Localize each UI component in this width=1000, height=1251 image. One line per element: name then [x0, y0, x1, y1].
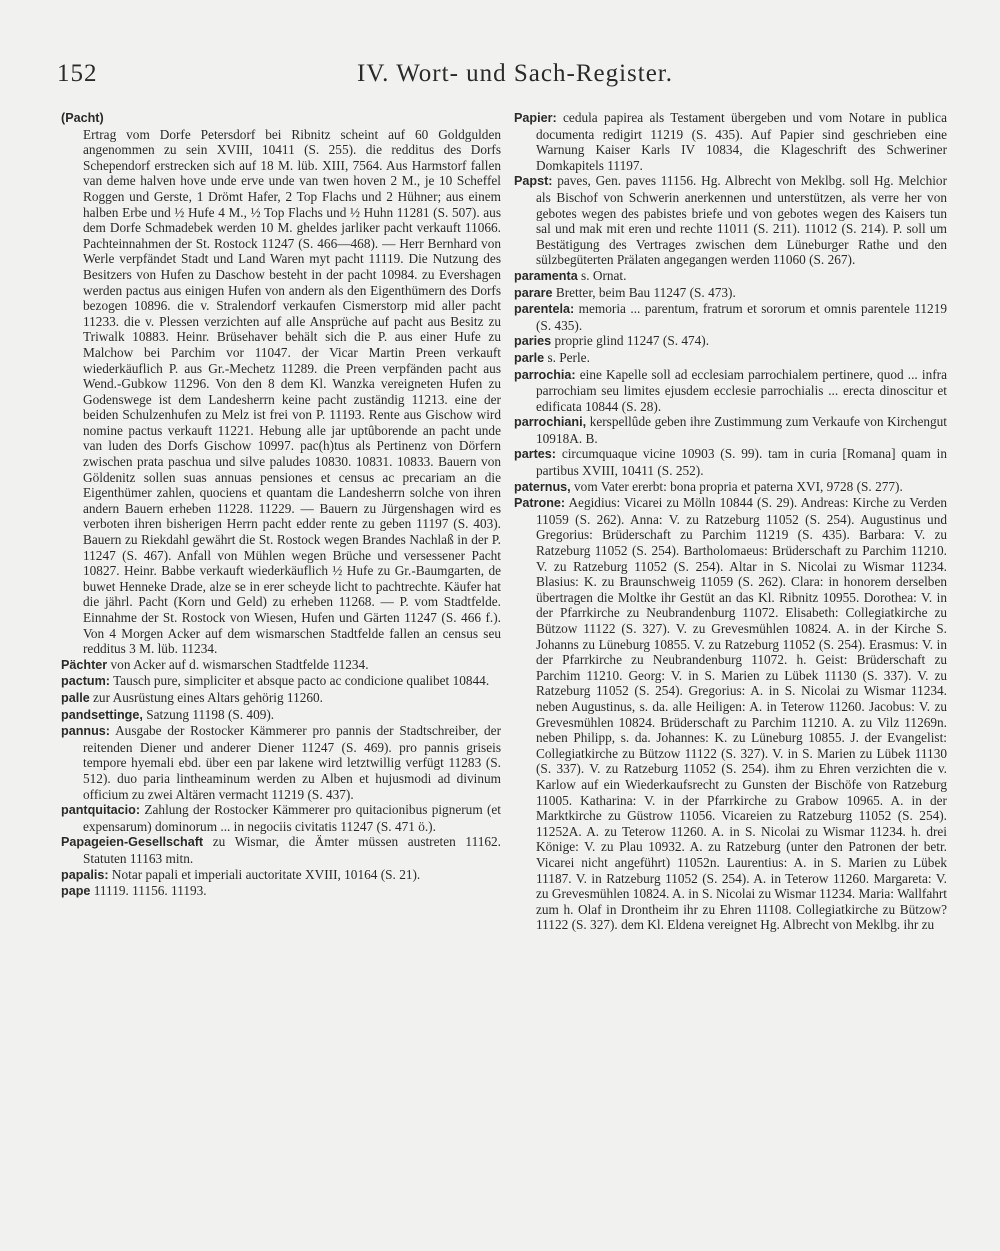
index-entry — [61, 867, 501, 884]
index-entry — [61, 723, 501, 802]
entry-term: parare — [514, 285, 553, 300]
index-entry — [61, 707, 501, 724]
entry-term: pannus: — [61, 724, 110, 739]
index-entry — [514, 285, 947, 302]
entry-text: cedula papirea als Testament übergeben und vom Notare in publica documenta redigirt 11219 (S. 435). Auf Papier sind geschrieben eine Warnung Kaiser Karls IV 10834, die Klageschrift des Schweriner Domkapitels 11197. — [536, 110, 947, 173]
entry-text: vom Vater ererbt: bona propria et paterna XVI, 9728 (S. 277). — [574, 478, 903, 494]
entry-term: partes: — [514, 447, 556, 462]
index-entry — [514, 268, 947, 285]
entry-term: pape — [61, 884, 91, 899]
entry-text: Ausgabe der Rostocker Kämmerer pro pannis der Stadtschreiber, der reitenden Diener und anderer Diener 11247 (S. 469). pro pannis griseis tempore hyemali ebd. über een par lakene wird letztwillig verfügt 11283 (S. 512). duo paria lintheaminum werden zu Alben et hujusmodi ad divinum officium zu zwei Altären vermacht 11219 (S. 437). — [83, 723, 501, 802]
entry-text: circumquaque vicine 10903 (S. 99). tam in curia [Romana] quam in partibus XVIII, 10411 (S. 252). — [536, 446, 947, 479]
index-entry — [514, 173, 947, 268]
entry-text: Bretter, beim Bau 11247 (S. 473). — [555, 284, 736, 300]
entry-term: parentela: — [514, 302, 575, 317]
index-entry — [514, 350, 947, 367]
entry-term: paternus, — [514, 479, 571, 494]
entry-term: Papst: — [514, 174, 553, 189]
right-column — [514, 110, 947, 933]
entry-text: Notar papali et imperiali auctoritate XVIII, 10164 (S. 21). — [111, 866, 421, 882]
entry-text: Tausch pure, simpliciter et absque pacto ac condicione qualibet 10844. — [113, 673, 490, 689]
entry-term: Pächter — [61, 657, 108, 672]
index-entry — [514, 367, 947, 415]
entry-text: 11119. 11156. 11193. — [93, 883, 207, 899]
entry-text: s. Ornat. — [581, 267, 627, 283]
running-title: IV. Wort- und Sach-Register. — [357, 60, 674, 87]
index-entry — [61, 690, 501, 707]
left-column — [61, 110, 501, 900]
entry-term: parle — [514, 350, 545, 365]
entry-term: pandsettinge, — [61, 707, 143, 722]
page-number: 152 — [57, 60, 98, 87]
entry-text: proprie glind 11247 (S. 474). — [554, 333, 710, 349]
entry-text: paves, Gen. paves 11156. Hg. Albrecht von Meklbg. soll Hg. Melchior als Bischof von Schwerin anerkennen und unterstützen, als verre her von gebotes wegen des pabistes briefe und von gebotes wegen des Kaisers tun sal und mak mit eren und rechte 11011 (S. 211). 11012 (S. 214). P. soll um Bestätigung des Vertrages zwischen dem Lüneburger Rathe und den sülzbegüterten Prälaten angegangen werden 11060 (S. 267). — [536, 173, 947, 268]
entry-term: parrochia: — [514, 367, 576, 382]
index-entry — [61, 127, 501, 657]
index-entry — [61, 883, 501, 900]
entry-text: zu Wismar, die Ämter müssen austreten 11162. Statuten 11163 mitn. — [83, 834, 501, 866]
entry-text: Zahlung der Rostocker Kämmerer pro quitacionibus pignerum (et expensarum) dominorum ... in negociis civitatis 11247 (S. 471 ö.). — [83, 802, 502, 834]
entry-text: von Acker auf d. wismarschen Stadtfelde 11234. — [110, 656, 369, 672]
entry-term: papalis: — [61, 867, 109, 882]
entry-term: Papier: — [514, 111, 557, 125]
index-entry — [514, 495, 947, 933]
index-entry — [61, 802, 501, 834]
entry-term: Papageien-Gesellschaft — [61, 835, 204, 850]
index-entry — [514, 479, 947, 496]
index-entry — [514, 333, 947, 350]
index-entry — [61, 657, 501, 674]
entry-term: Patrone: — [514, 496, 566, 511]
index-entry — [514, 414, 947, 446]
index-entry — [514, 301, 947, 333]
page-header — [57, 60, 947, 100]
entry-term: parrochiani, — [514, 415, 587, 430]
entry-text: Ertrag vom Dorfe Petersdorf bei Ribnitz scheint auf 60 Goldgulden angenommen zu sein XVIII, 10411 (S. 255). die redditus des Dorfs Schependorf erstrecken sich auf 18 M. lüb. XIII, 7564. Aus Harmstorf fallen van deme halven hove unde erve unde van twen hoven 2 M., je 10 Scheffel Roggen und Gerste, 1 Drömt Hafer, 2 Top Flachs und 2 Hühner; aus einem halben Erbe und ½ Hufe 4 M., ½ Top Flachs und ½ Huhn 11281 (S. 507). aus dem Dorfe Schmadebek werden 10 M. gheldes jarliker pacht verkauft 11066. Pachteinnahmen der St. Rostock 11247 (S. 466—468). — Herr Bernhard von Werle verpfändet Stadt und Land Waren myt pacht 11119. Die Nutzung des Besitzers von Hufen zu Daschow besteht in der pacht 10984. zu Evershagen werden pactus aus einigen Hufen von andern als den Eigenthümern des Dorfs bezogen 10896. die v. Stralendorf verkaufen Cismerstorp mid aller pacht 11233. die v. Plessen verzichten auf alle Ansprüche auf pacht aus Besitz zu Triwalk 10883. Heinr. Brüsehaver behält sich die P. aus einer Hufe zu Malchow bei Parchim vor 11047. der Vicar Martin Preen verkauft wiederkäuflich P. aus Gr.-Mechetz 11289. die Preen verpfänden pacht aus Wend.-Gubkow 11296. Von den 8 dem Kl. Wanzka vereigneten Hufen zu Godenswege ist dem Landesherrn keine pacht zuständig 11213. eine der beiden Schulzenhufen zu Melz ist frei von P. 11193. Rente aus Gischow wird nomine pactus verkauft 11221. Hebung alle jar uptȗborende an pacht unde van luden des Dorfs Gischow 10997. pac(h)tus als Pertinenz von Dörfern zwischen prata paschua und silve paludes 10830. 10831. 10833. Bauern von Göldenitz sollen suas annuas pensiones et census ac precariam an die Eigenthümer zahlen, quociens et quantam die Landesherrn solche von ihren andern Bauern erheben 11228. 11229. — Bauern zu Jürgenshagen wird es verboten ihren bisherigen Herrn pacht edder rente zu geben 11197 (S. 403). Bauern zu Riekdahl gewährt die St. Rostock wegen Brandes Nachlaß in der P. 11247 (S. 467). Anfall von Mühlen wegen Brüche und versessener Pacht 10827. Heinr. Babbe verkauft wiederkäuflich ½ Hufe zu Gr.-Baumgarten, de buwet Henneke Drade, alze se in erer scheyde licht to pachtrechte. Käufer hat die jährl. Pacht (Korn und Geld) zu erheben 11268. — P. vom Stadtfelde. Einnahme der St. Rostock von Wiesen, Hufen und Gärten 11247 (S. 466 f.). Von 4 Morgen Acker auf dem wismarschen Stadtfelde fallen an census seu redditus 3 M. lüb. 11234. — [83, 126, 501, 657]
entry-text: zur Ausrüstung eines Altars gehörig 11260. — [93, 689, 323, 705]
index-entry — [61, 834, 501, 866]
entry-term: (Pacht) — [61, 111, 104, 125]
index-entry — [514, 446, 947, 478]
entry-term: palle — [61, 690, 90, 705]
index-entry — [61, 110, 501, 127]
entry-text: Aegidius: Vicarei zu Mölln 10844 (S. 29). Andreas: Kirche zu Verden 11059 (S. 262). Anna: V. zu Ratzeburg 11052 (S. 254). Augustinus und Gregorius: Brüderschaft zu Parchim 11219 (S. 435). Barbara: V. zu Ratzeburg 11052 (S. 254). Bartholomaeus: Brüderschaft zu Parchim 11210. V. zu Ratzeburg 11052 (S. 254). Altar in S. Nicolai zu Wismar 11234. Blasius: K. zu Braunschweig 11059 (S. 262). Clara: in honorem derselben übertragen die Moltke ihr Gestüt an das Kl. Ribnitz 10955. Dorothea: V. in der Pfarrkirche zu Neubrandenburg 11072. Elisabeth: Collegiatkirche zu Bützow 11122 (S. 327). V. zu Grevesmühlen 10824. A. in der Kirche S. Johanns zu Lüneburg 10855. V. zu Ratzeburg 11052 (S. 254). Erasmus: V. in der Pfarrkirche zu Neubrandenburg 11072. h. Geist: Brüderschaft zu Parchim 11210. Georg: V. in S. Marien zu Lübek 11130 (S. 337). V. zu Ratzeburg 11052 (S. 254). Gregorius: A. in S. Nicolai zu Wismar 11234. neben Augustinus, s. da. alle Heiligen: A. in Teterow 11260. Jacobus: V. zu Grevesmühlen 10824. Brüderschaft zu Parchim 11210. A. zu Vilz 11269n. neben Philipp, s. da. Johannes: K. zu Lüneburg 10855. J. der Evangelist: Collegiatkirche zu Bützow 11122 (S. 327). V. in S. Marien zu Lübek 11130 (S. 337). V. zu Ratzeburg 11052 (S. 254). ihm zu Ehren verzichten die v. Karlow auf ein Wiederkaufsrecht zu Gunsten der Bischöfe von Ratzeburg 11005. Katharina: V. in der Pfarrkirche zu Grabow 10965. A. in der Marktkirche zu Güstrow 11056. Vicareien zu Ratzeburg 11052 (S. 254). 11252A. A. zu Teterow 11260. A. in S. Nicolai zu Wismar 11234. h. drei Könige: V. zu Plau 10932. A. zu Ratzeburg (unter den Patronen der betr. Vicarei nicht angeführt) 11052n. Laurentius: A. in S. Marien zu Lübek 11187. V. in Ratzeburg 11052 (S. 254). A. in Teterow 11260. Margareta: V. zu Grevesmühlen 10824. A. in S. Nicolai zu Wismar 11234. Maria: Wallfahrt zum h. Olaf in Drontheim ihr zu Ehren 11108. Collegiatkirche zu Bützow? 11122 (S. 327). dem Kl. Eldena vereignet Hg. Albrecht von Meklbg. ihr zu — [536, 495, 947, 933]
entry-text: memoria ... parentum, fratrum et sororum et omnis parentele 11219 (S. 435). — [536, 301, 947, 333]
entry-text: eine Kapelle soll ad ecclesiam parrochialem pertinere, quod ... infra parrochiam seu limites ejusdem ecclesie parrochialis ... erecta dinoscitur et edificata 10844 (S. 28). — [536, 366, 947, 414]
entry-text: Satzung 11198 (S. 409). — [146, 706, 275, 722]
index-entry — [61, 673, 501, 690]
entry-term: pactum: — [61, 674, 110, 689]
entry-text: s. Perle. — [547, 349, 590, 365]
entry-term: paramenta — [514, 268, 578, 283]
entry-term: pantquitacio: — [61, 803, 141, 818]
entry-term: paries — [514, 334, 552, 349]
entry-text: kerspellȗde geben ihre Zustimmung zum Verkaufe von Kirchengut 10918A. B. — [536, 414, 947, 446]
index-entry — [514, 110, 947, 173]
